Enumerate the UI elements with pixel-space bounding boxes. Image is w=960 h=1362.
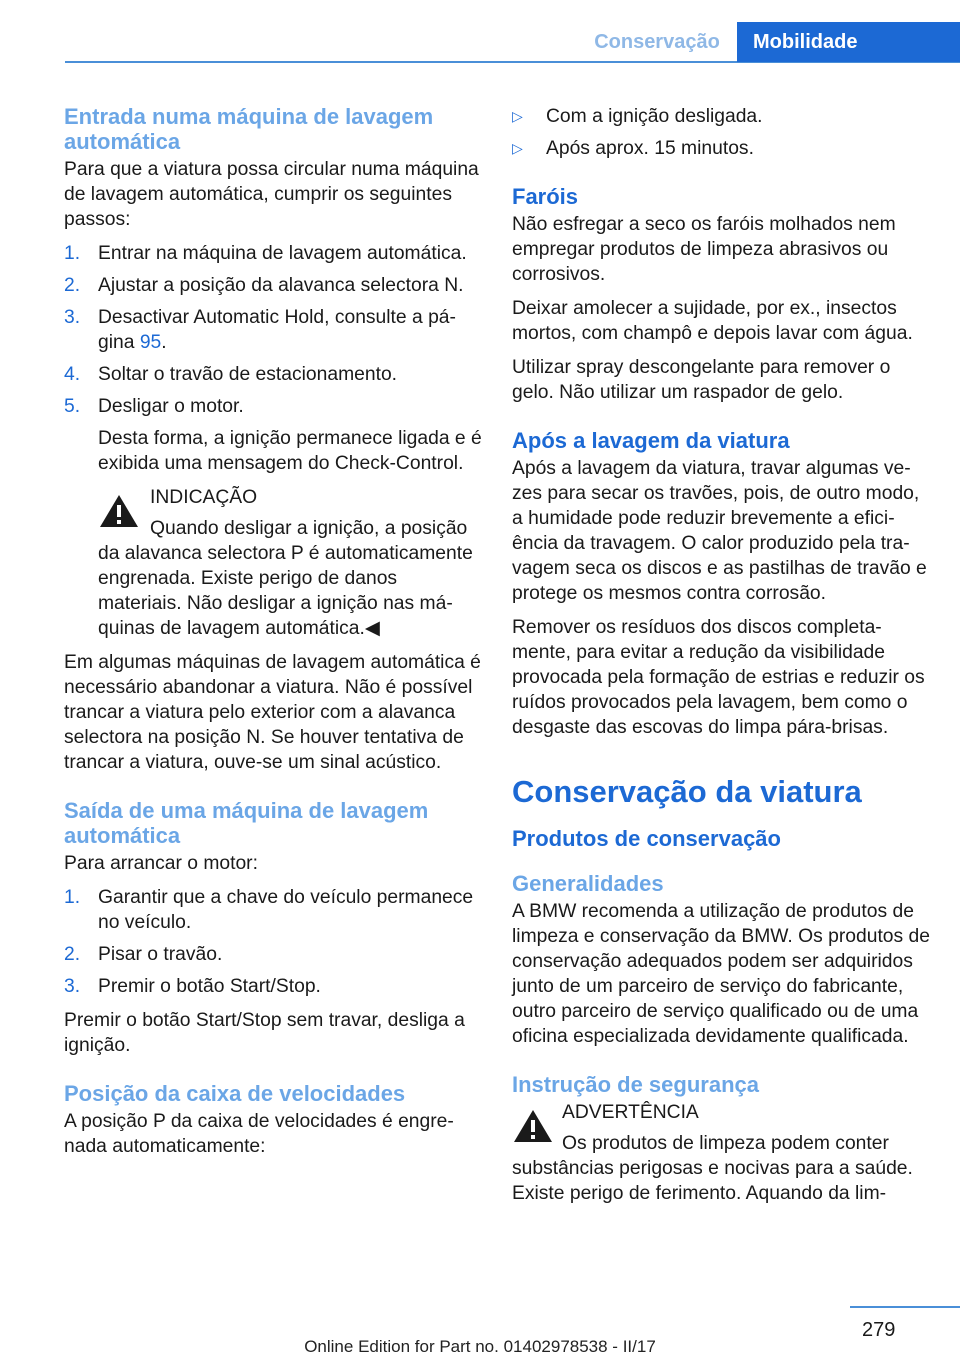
page-number-rule [850,1306,960,1308]
step-number: 5. [64,396,81,417]
saida-heading: Saída de uma máquina de lavagem automática [64,798,429,848]
step-text: Desligar o motor. [98,396,244,417]
advertencia-body: substâncias perigosas e nocivas para a saúde. Existe perigo de ferimento. Aquando da lim- [512,1158,913,1204]
step-text: Desactivar Automatic Hold, consulte a página [98,307,456,353]
step-text: Garantir que a chave do veículo permanece no veículo. [98,887,474,933]
step-number: 1. [64,243,81,264]
list-item [64,305,484,355]
entrada-intro: Para que a viatura possa circular numa máquina de lavagem automática, cumprir os seguintes passos: [64,159,479,230]
page-reference-link[interactable]: 95 [139,332,162,353]
apos-p1: Após a lavagem da viatura, travar algumas vezes para secar os travões, pois, de outro modo, a humidade pode reduzir brevemente a eficiência da travagem. O calor produzido pela travagem seca os discos e as pastilhas de travão e protege os mesmos contra corrosão. [512,458,927,604]
farois-p3: Utilizar spray descongelante para remover o gelo. Não utilizar um raspador de gelo. [512,357,891,403]
list-item [64,241,484,266]
step-text: Pisar o travão. [98,944,223,965]
triangle-bullet-icon: ▷ [512,108,523,124]
entrada-steps [64,241,484,476]
posicao-text: A posição P da caixa de velocidades é engrenada automaticamente: [64,1111,454,1157]
generalidades-heading: Generalidades [512,871,664,896]
apos-p2: Remover os resíduos dos discos completamente, para evitar a redução da visibilidade provocada pela formação de estrias e reduzir os ruídos provocados pela lavagem, bem como o desgaste das escovas do limpa pára-brisas. [512,617,925,738]
list-item [64,394,484,419]
step-number: 1. [64,887,81,908]
saida-outro: Premir o botão Start/Stop sem travar, desliga a ignição. [64,1010,465,1056]
generalidades-text: A BMW recomenda a utilização de produtos de limpeza e conservação da BMW. Os produtos de conservação adequados podem ser adquiridos junto de um parceiro de serviço do fabricante, outro parceiro de serviço qualificado ou de uma oficina especializada devidamente qualificada. [512,901,930,1047]
page-number: 279 [862,1319,896,1341]
indicacao-first-line: Quando desligar a ignição, a posição [150,518,468,539]
farois-heading: Faróis [512,184,579,209]
step-number: 3. [64,307,81,328]
algumas-paragraph: Em algumas máquinas de lavagem automática é necessário abandonar a viatura. Não é possível trancar a viatura pelo exterior com a alavanca selectora na posição N. Se houver tentativa de trancar a viatura, ouve-se um sinal acústico. [64,652,481,773]
list-item [64,273,484,298]
advertencia-label: ADVERTÊNCIA [562,1102,699,1123]
warning-icon [98,493,140,529]
list-item [64,426,484,476]
triangle-bullet-icon: ▷ [512,140,523,156]
posicao-heading: Posição da caixa de velocidades [64,1081,406,1106]
list-item [64,885,484,935]
conservacao-heading: Conservação da viatura [512,774,862,809]
indicacao-label: INDICAÇÃO [150,487,258,508]
advertencia-notice [512,1100,932,1206]
list-item [512,104,932,129]
step-text-wrap [98,305,484,355]
saida-intro: Para arrancar o motor: [64,853,258,874]
instrucao-heading: Instrução de segurança [512,1072,759,1097]
list-item [512,136,932,161]
tab-mobilidade[interactable]: Mobilidade [737,22,960,62]
edition-footer: Online Edition for Part no. 01402978538 - II/17 [304,1337,656,1356]
apos-heading: Após a lavagem da viatura [512,428,790,453]
list-item [64,942,484,967]
entrada-heading: Entrada numa máquina de lavagem automática [64,104,434,154]
step-number: 4. [64,364,81,385]
step-text: Entrar na máquina de lavagem automática. [98,243,467,264]
indicacao-notice [98,485,484,641]
farois-p2: Deixar amolecer a sujidade, por ex., insectos mortos, com champô e depois lavar com água. [512,298,913,344]
step-text: Premir o botão Start/Stop. [98,976,321,997]
step-number: 2. [64,275,81,296]
step-text: Ajustar a posição da alavanca selectora N. [98,275,464,296]
farois-p1: Não esfregar a seco os faróis molhados nem empregar produtos de limpeza abrasivos ou corrosivos. [512,214,896,285]
left-column [64,104,484,1168]
saida-steps [64,885,484,999]
list-item [64,362,484,387]
warning-icon [512,1108,554,1144]
produtos-heading: Produtos de conservação [512,826,781,851]
indicacao-body: da alavanca selectora P é automaticamente engrenada. Existe perigo de danos materiais. Não desligar a ignição nas máquinas de lavagem automática.◀ [98,543,473,639]
step5-note: Desta forma, a ignição permanece ligada e é exibida uma mensagem do Check-Control. [98,428,482,474]
advertencia-first-line: Os produtos de limpeza podem conter [562,1133,889,1154]
step-text-end: . [161,332,167,353]
bullet-text: Após aprox. 15 minutos. [546,138,754,159]
bullet-list [512,104,932,161]
bullet-text: Com a ignição desligada. [546,106,763,127]
step-number: 2. [64,944,81,965]
step-text: Soltar o travão de estacionamento. [98,364,398,385]
tab-conservacao[interactable]: Conservação [594,30,720,53]
step-number: 3. [64,976,81,997]
list-item [64,974,484,999]
right-column [512,104,932,1215]
